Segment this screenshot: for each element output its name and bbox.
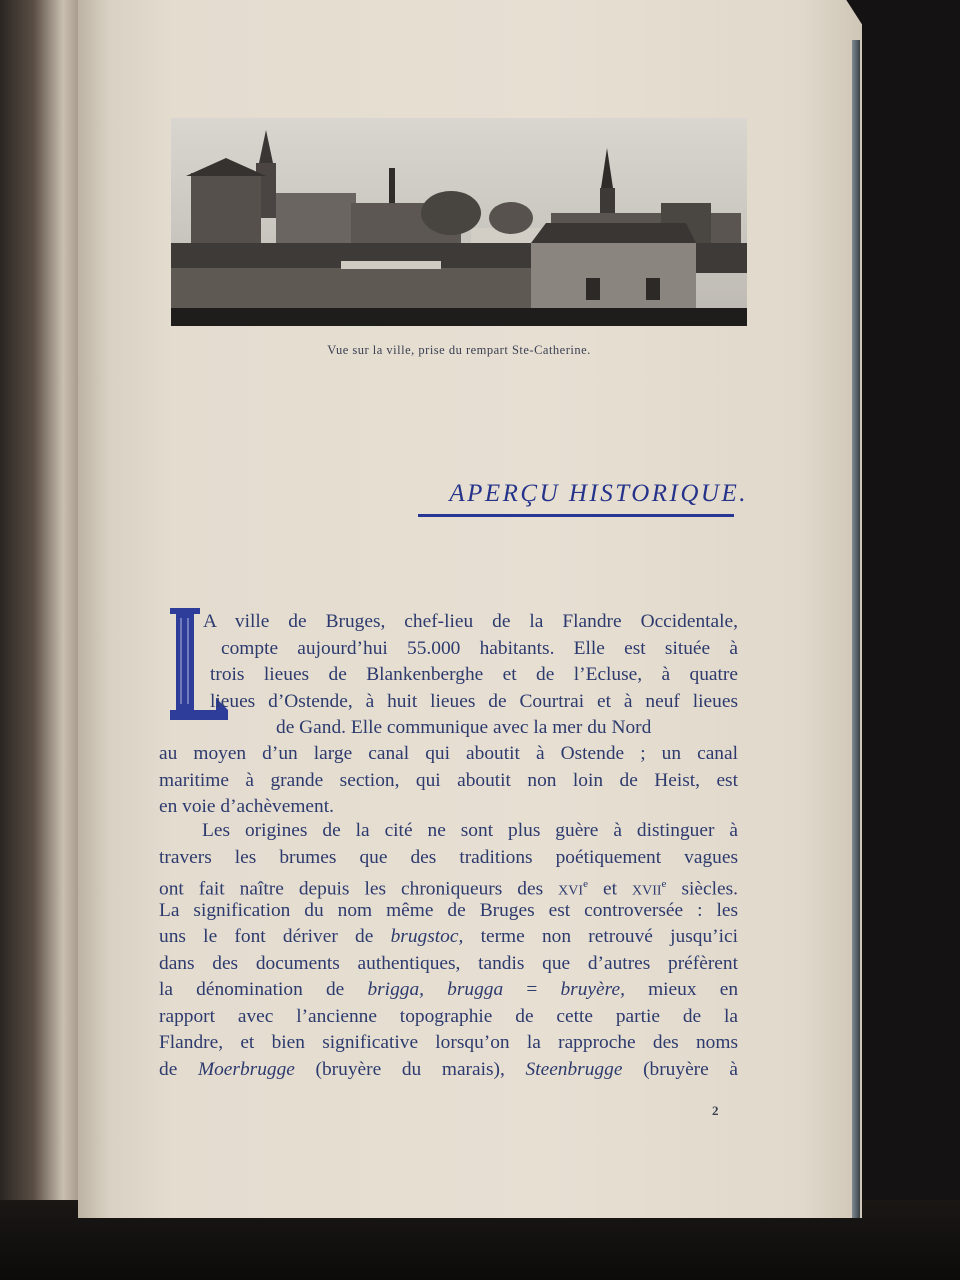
text-line: lieues d’Ostende, à huit lieues de Courtrai et à neuf lieues — [210, 690, 738, 712]
text-line: Les origines de la cité ne sont plus guère à distinguer à — [202, 820, 738, 841]
text-line: de Moerbrugge (bruyère du marais), Steenbrugge (bruyère à — [159, 1058, 738, 1080]
heading-underline — [418, 514, 734, 517]
town-view-photograph — [171, 118, 747, 326]
page-edge — [852, 40, 860, 1218]
text-line: la dénomination de brigga, brugga = bruyère, mieux en — [159, 979, 739, 1000]
chapter-heading: APERÇU HISTORIQUE. — [449, 480, 748, 507]
text-line: travers les brumes que des traditions poétiquement vagues — [159, 846, 738, 868]
page-number: 2 — [712, 1103, 719, 1118]
text-line: dans des documents authentiques, tandis que d’autres préfèrent — [159, 952, 738, 974]
paragraph-1-lead — [203, 609, 738, 742]
text-line: rapport avec l’ancienne topographie de cette partie de la — [159, 1005, 738, 1027]
photo-caption: Vue sur la ville, prise du rempart Ste-Catherine. — [327, 343, 591, 357]
book-cover-left — [0, 0, 84, 1280]
text-line: au moyen d’un large canal qui aboutit à Ostende ; un canal — [159, 743, 738, 764]
text-line: uns le font dériver de brugstoc, terme non retrouvé jusqu’ici — [159, 926, 738, 947]
text-line: La signification du nom même de Bruges est controversée : les — [159, 899, 738, 921]
text-line: A ville de Bruges, chef-lieu de la Flandre Occidentale, — [203, 611, 738, 632]
text-line: maritime à grande section, qui aboutit non loin de Heist, est — [159, 769, 738, 791]
text-line: Flandre, et bien significative lorsqu’on la rapproche des noms — [159, 1032, 738, 1053]
paragraph-2 — [159, 818, 738, 1083]
text-line: compte aujourd’hui 55.000 habitants. Elle est située à — [221, 637, 738, 659]
text-line: ont fait naître depuis les chroniqueurs des xvi$^e$ et xvii$^e$ siècles. — [159, 878, 738, 900]
paragraph-1-rest — [159, 741, 738, 821]
text-line: en voie d’achèvement. — [159, 796, 334, 817]
text-line: trois lieues de Blankenberghe et de l’Ecluse, à quatre — [210, 664, 738, 685]
text-line: de Gand. Elle communique avec la mer du Nord — [276, 717, 652, 738]
